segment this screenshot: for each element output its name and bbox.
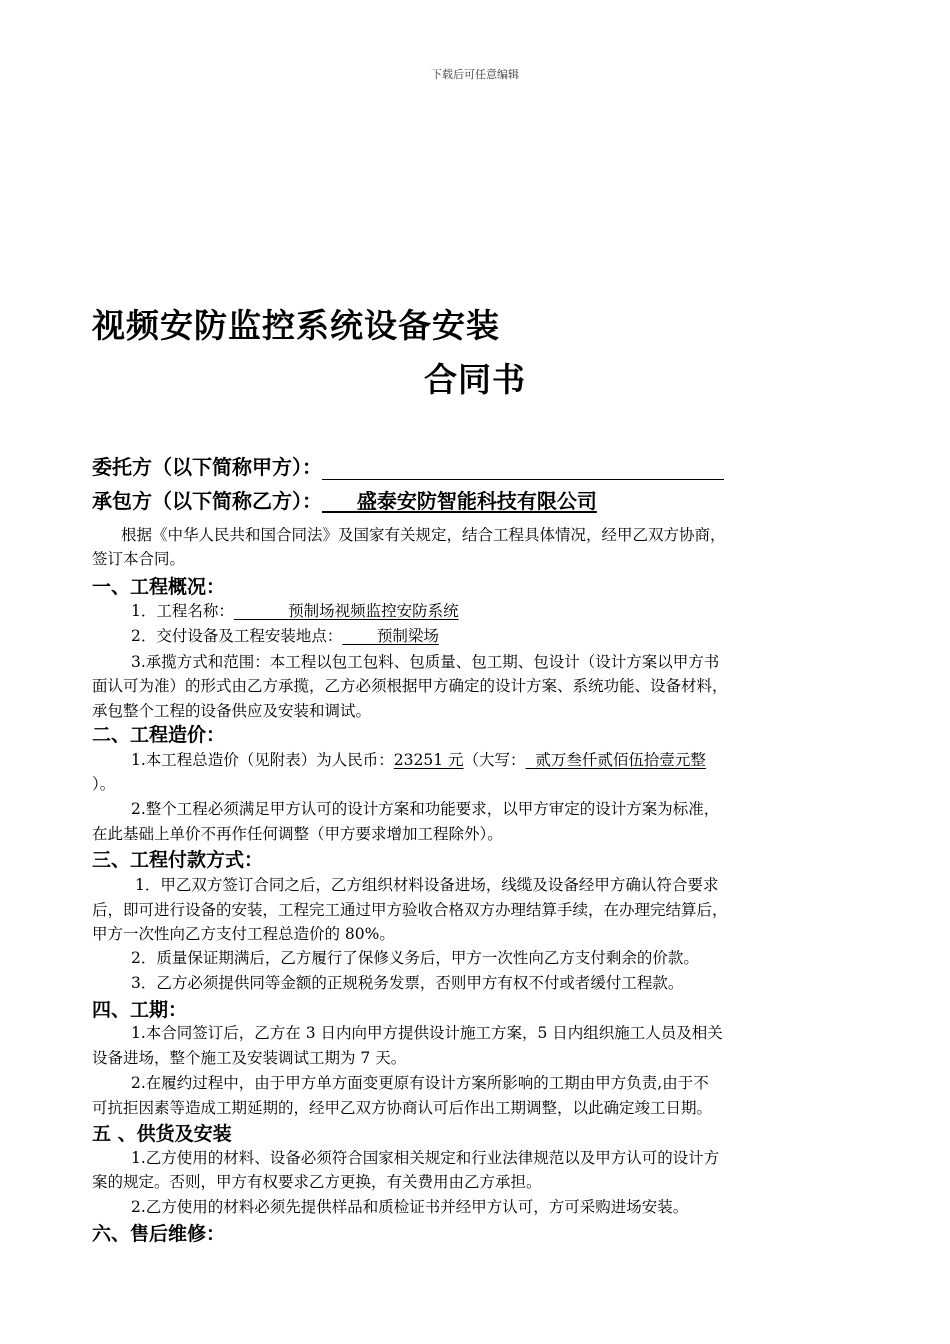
supply-item-1-line: 1.乙方使用的材料、设备必须符合国家相关规定和行业法律规范以及甲方认可的设计方 <box>131 1149 720 1167</box>
supply-item-1-line: 案的规定。否则，甲方有权要求乙方更换，有关费用由乙方承担。 <box>92 1173 542 1191</box>
section-heading-payment: 三、工程付款方式： <box>92 849 264 871</box>
payment-item-1-line: 后，即可进行设备的安装，工程完工通过甲方验收合格双方办理结算手续，在办理完结算后， <box>92 901 728 919</box>
overview-item-3-line: 承包整个工程的设备供应及安装和调试。 <box>92 702 372 720</box>
supply-item-2: 2.乙方使用的材料必须先提供样品和质检证书并经甲方认可，方可采购进场安装。 <box>131 1198 689 1216</box>
payment-item-1-line: 甲方一次性向乙方支付工程总造价的 80%。 <box>92 925 395 943</box>
intro-line: 根据《中华人民共和国合同法》及国家有关规定，结合工程具体情况，经甲乙双方协商， <box>121 526 726 544</box>
cost-item-2-line: 在此基础上单价不再作任何调整（甲方要求增加工程除外）。 <box>92 825 503 843</box>
project-name-value: 预制场视频监控安防系统 <box>288 602 459 620</box>
total-amount: 23251 元 <box>393 751 464 769</box>
cost-item-2-line: 2.整个工程必须满足甲方认可的设计方案和功能要求，以甲方审定的设计方案为标准， <box>131 800 720 818</box>
party-a-label: 委托方（以下简称甲方）： <box>92 455 322 479</box>
total-amount-words: 贰万叁仟贰佰伍拾壹元整 <box>535 751 706 769</box>
schedule-item-2-line: 2.在履约过程中，由于甲方单方面变更原有设计方案所影响的工期由甲方负责,由于不 <box>131 1074 709 1092</box>
overview-item-1: 1．工程名称： 预制场视频监控安防系统 <box>131 602 459 620</box>
cost-item-1: 1.本工程总造价（见附表）为人民币：23251 元（大写： 贰万叁仟贰佰伍拾壹元整 <box>131 751 706 769</box>
party-b-row <box>92 485 597 514</box>
schedule-item-1-line: 设备进场，整个施工及安装调试工期为 7 天。 <box>92 1049 407 1067</box>
payment-item-2: 2．质量保证期满后，乙方履行了保修义务后，甲方一次性向乙方支付剩余的价款。 <box>131 949 699 967</box>
section-heading-after-sales: 六、售后维修： <box>92 1223 226 1245</box>
site-location-value: 预制梁场 <box>376 627 439 645</box>
payment-item-1-line: 1．甲乙双方签订合同之后，乙方组织材料设备进场，线缆及设备经甲方确认符合要求 <box>135 876 719 894</box>
document-title-line1: 视频安防监控系统设备安装 <box>92 306 500 345</box>
cost-item-1-end: ）。 <box>92 775 116 793</box>
section-heading-supply: 五 、供货及安装 <box>92 1123 232 1145</box>
intro-line: 签订本合同。 <box>92 550 186 568</box>
party-a-blank-field <box>322 457 724 480</box>
section-heading-schedule: 四、工期： <box>92 999 188 1021</box>
party-b-label: 承包方（以下简称乙方）： <box>92 489 322 513</box>
payment-item-3: 3．乙方必须提供同等金额的正规税务发票，否则甲方有权不付或者缓付工程款。 <box>131 974 684 992</box>
overview-item-3-line: 3.承揽方式和范围：本工程以包工包料、包质量、包工期、包设计（设计方案以甲方书 <box>131 653 720 671</box>
document-title-line2: 合同书 <box>424 360 526 399</box>
schedule-item-1-line: 1.本合同签订后，乙方在 3 日内向甲方提供设计施工方案，5 日内组织施工人员及相关 <box>131 1024 723 1042</box>
party-a-row <box>92 451 724 480</box>
section-heading-overview: 一、工程概况： <box>92 576 226 598</box>
overview-item-3-line: 面认可为准）的形式由乙方承揽，乙方必须根据甲方确定的设计方案、系统功能、设备材料， <box>92 677 728 695</box>
page-header-note: 下载后可任意编辑 <box>431 68 519 81</box>
section-heading-cost: 二、工程造价： <box>92 724 226 746</box>
overview-item-2: 2．交付设备及工程安装地点： 预制梁场 <box>131 627 439 645</box>
party-b-name: 盛泰安防智能科技有限公司 <box>356 489 597 513</box>
schedule-item-2-line: 可抗拒因素等造成工期延期的，经甲乙双方协商认可后作出工期调整，以此确定竣工日期。 <box>92 1099 713 1117</box>
